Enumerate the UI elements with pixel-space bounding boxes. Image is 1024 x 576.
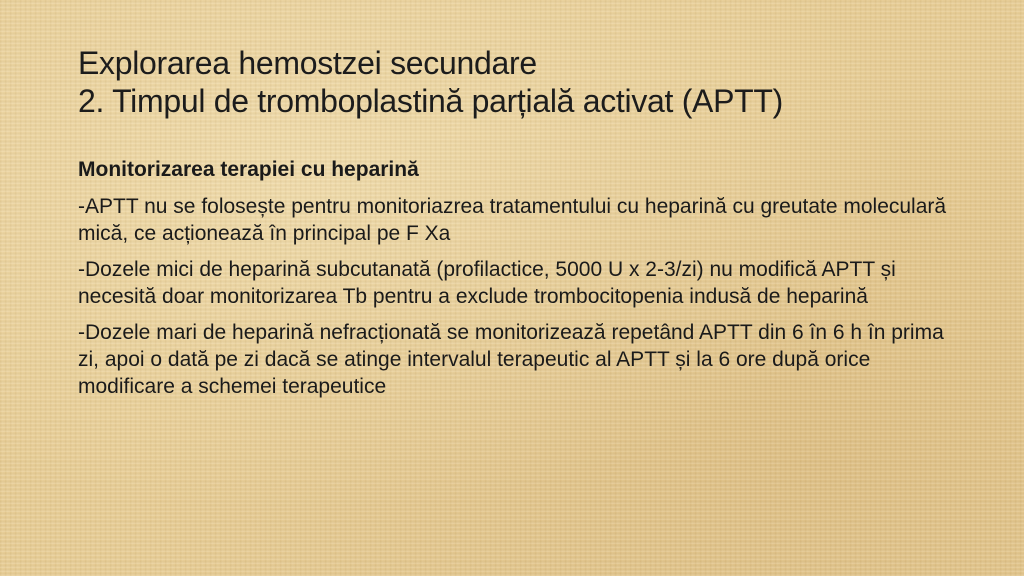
- title-line-1: Explorarea hemostzei secundare: [78, 45, 537, 81]
- slide-title: [78, 44, 978, 120]
- paragraph-lmwh: -APTT nu se folosește pentru monitoriazrea tratamentului cu heparină cu greutate moleculară mică, ce acționează în principal pe F Xa: [78, 195, 947, 245]
- paragraph-low-dose: -Dozele mici de heparină subcutanată (profilactice, 5000 U x 2-3/zi) nu modifică APTT și necesită doar monitorizarea Tb pentru a exclude trombocitopenia indusă de heparină: [78, 258, 896, 308]
- title-line-2: 2. Timpul de tromboplastină parțială activat (APTT): [78, 83, 783, 119]
- paragraph-high-dose: -Dozele mari de heparină nefracționată se monitorizează repetând APTT din 6 în 6 h în prima zi, apoi o dată pe zi dacă se atinge intervalul terapeutic al APTT și la 6 ore după orice modificare a schemei terapeutice: [78, 321, 944, 398]
- slide-content: [78, 156, 958, 409]
- content-subheading: Monitorizarea terapiei cu heparină: [78, 158, 419, 181]
